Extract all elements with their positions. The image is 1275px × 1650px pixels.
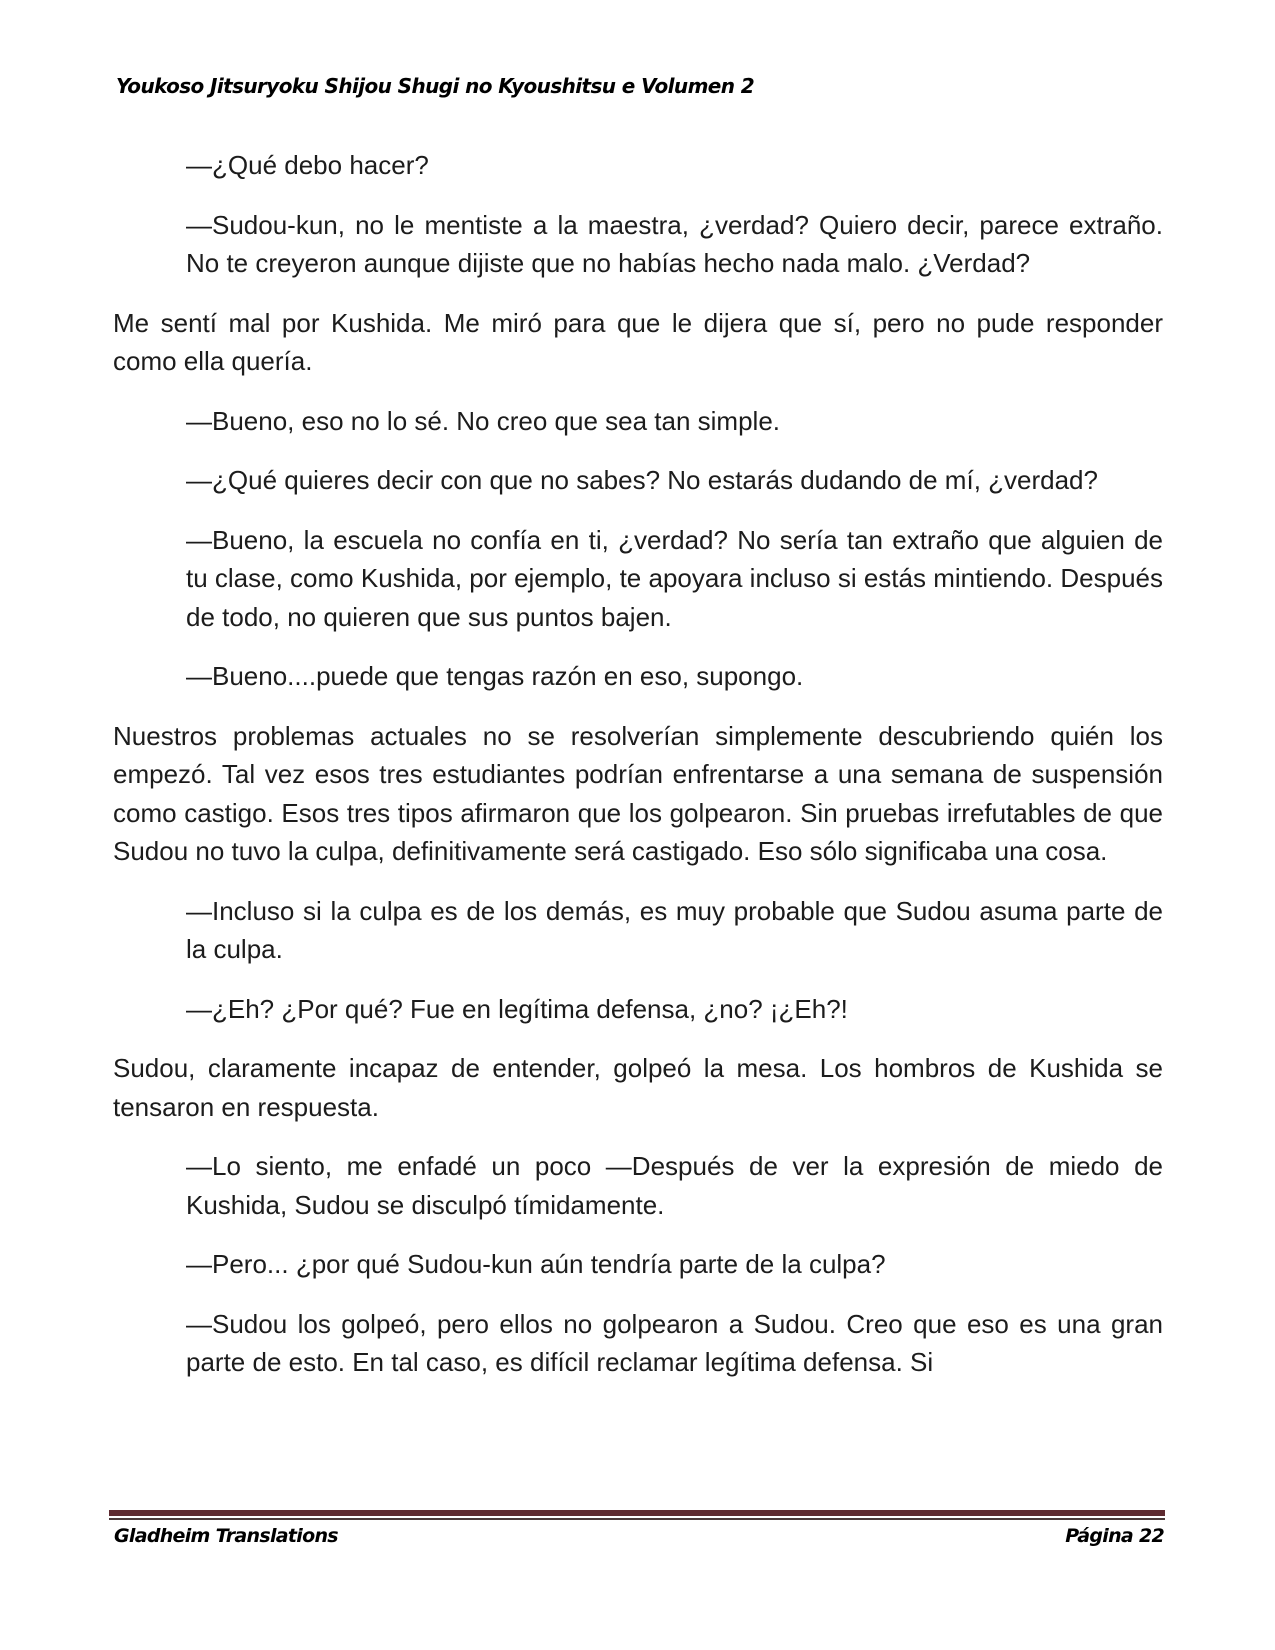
running-header-title: Youkoso Jitsuryoku Shijou Shugi no Kyoushitsu e Volumen 2 — [116, 74, 755, 98]
dialogue-paragraph: —Bueno, eso no lo sé. No creo que sea tan simple. — [186, 405, 781, 436]
dialogue-paragraph: —Sudou-kun, no le mentiste a la maestra, ¿verdad? Quiero decir, parece extraño. No te creyeron aunque dijiste que no habías hecho nada malo. ¿Verdad? — [186, 209, 1163, 278]
footer-translator-credit: Gladheim Translations — [114, 1525, 338, 1547]
footer-divider-thin-line — [109, 1518, 1165, 1520]
page-footer — [114, 1525, 1164, 1547]
dialogue-paragraph: —Incluso si la culpa es de los demás, es muy probable que Sudou asuma parte de la culpa. — [186, 895, 1163, 964]
dialogue-paragraph: —Sudou los golpeó, pero ellos no golpearon a Sudou. Creo que eso es una gran parte de esto. En tal caso, es difícil reclamar legítima defensa. Si — [186, 1308, 1163, 1377]
dialogue-paragraph: —Lo siento, me enfadé un poco —Después de ver la expresión de miedo de Kushida, Sudou se disculpó tímidamente. — [186, 1151, 1163, 1220]
dialogue-paragraph: —Bueno, la escuela no confía en ti, ¿verdad? No sería tan extraño que alguien de tu clase, como Kushida, por ejemplo, te apoyara incluso si estás mintiendo. Después de todo, no quieren que sus puntos bajen. — [186, 524, 1163, 632]
narration-paragraph: Sudou, claramente incapaz de entender, golpeó la mesa. Los hombros de Kushida se tensaron en respuesta. — [113, 1053, 1163, 1122]
footer-page-number: Página 22 — [1065, 1525, 1164, 1547]
dialogue-paragraph: —¿Eh? ¿Por qué? Fue en legítima defensa, ¿no? ¡¿Eh?! — [186, 993, 848, 1024]
footer-divider — [109, 1510, 1165, 1520]
dialogue-paragraph: —¿Qué quieres decir con que no sabes? No estarás dudando de mí, ¿verdad? — [186, 465, 1098, 495]
dialogue-paragraph: —Bueno....puede que tengas razón en eso, supongo. — [186, 661, 804, 691]
footer-divider-thick-line — [109, 1510, 1165, 1516]
narration-paragraph: Nuestros problemas actuales no se resolverían simplemente descubriendo quién los empezó. Tal vez esos tres estudiantes podrían enfrentarse a una semana de suspensión como castigo. Esos tres tipos afirmaron que los golpearon. Sin pruebas irrefutables de que Sudou no tuvo la culpa, definitivamente será castigado. Eso sólo significaba una cosa. — [113, 720, 1163, 866]
dialogue-paragraph: —Pero... ¿por qué Sudou-kun aún tendría parte de la culpa? — [186, 1249, 886, 1279]
dialogue-paragraph: —¿Qué debo hacer? — [186, 150, 429, 180]
narration-paragraph: Me sentí mal por Kushida. Me miró para que le dijera que sí, pero no pude responder como ella quería. — [113, 307, 1163, 376]
page-body — [113, 146, 1163, 1403]
